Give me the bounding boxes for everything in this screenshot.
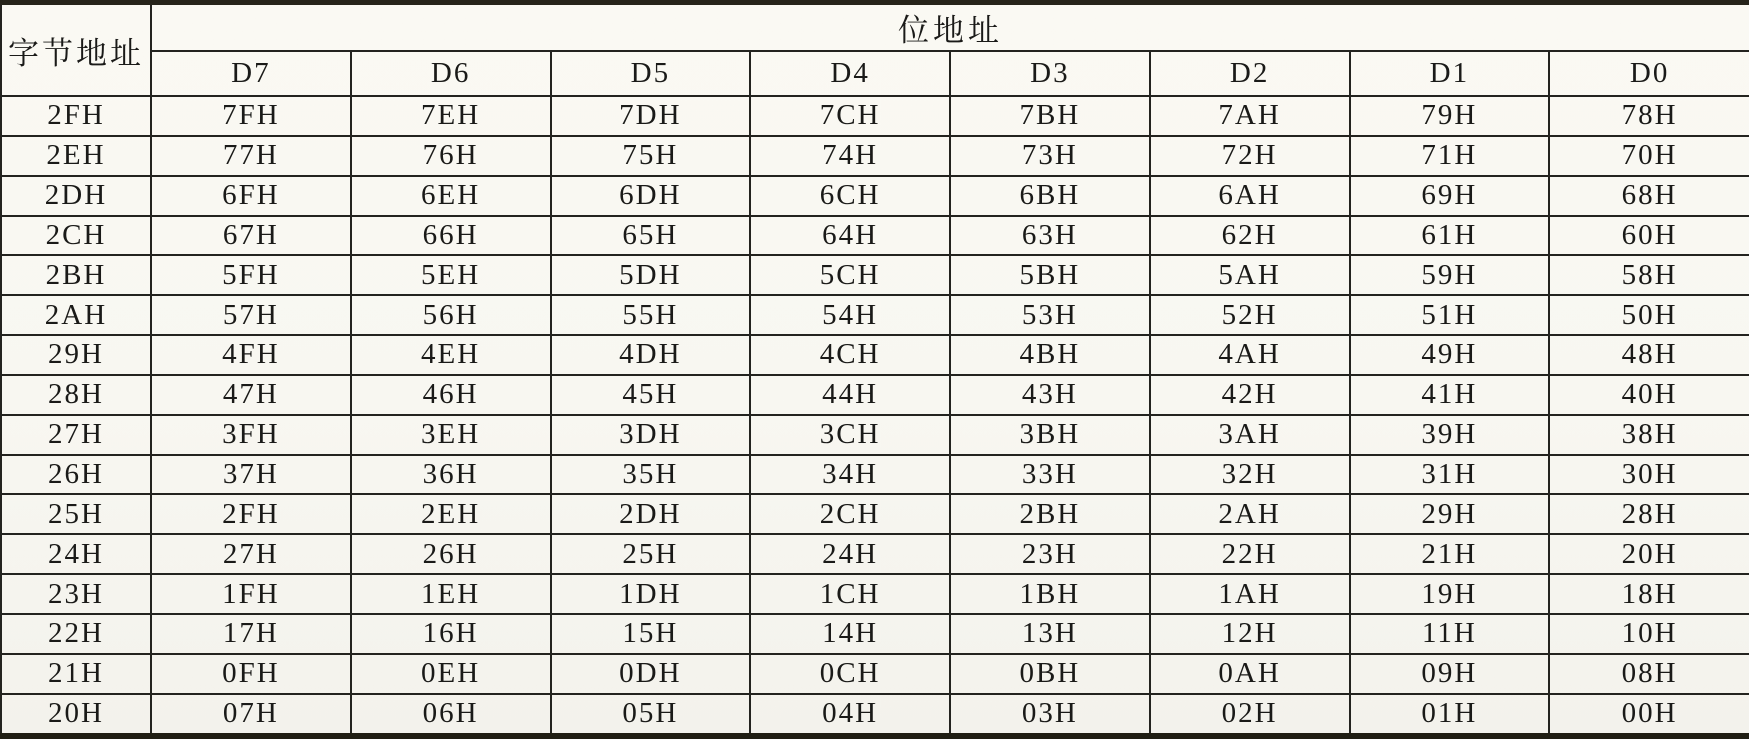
bit-address-group-header: 位地址: [151, 3, 1749, 52]
bit-address-cell: 77H: [151, 136, 351, 176]
bit-address-cell: 63H: [950, 216, 1150, 256]
byte-address-cell: 20H: [1, 694, 151, 736]
col-header-d0: D0: [1549, 51, 1749, 96]
table-row: [1, 694, 1749, 736]
bit-address-cell: 3DH: [551, 415, 751, 455]
bit-address-cell: 27H: [151, 534, 351, 574]
bit-address-cell: 15H: [551, 614, 751, 654]
byte-address-cell: 2DH: [1, 176, 151, 216]
bit-address-cell: 46H: [351, 375, 551, 415]
bit-address-cell: 12H: [1150, 614, 1350, 654]
byte-address-cell: 2FH: [1, 96, 151, 136]
bit-address-cell: 0FH: [151, 654, 351, 694]
bit-address-cell: 54H: [750, 295, 950, 335]
table-row: [1, 614, 1749, 654]
bit-address-cell: 56H: [351, 295, 551, 335]
bit-address-cell: 0AH: [1150, 654, 1350, 694]
bit-address-cell: 4EH: [351, 335, 551, 375]
bit-address-cell: 29H: [1350, 494, 1550, 534]
bit-address-cell: 04H: [750, 694, 950, 736]
bit-address-cell: 3AH: [1150, 415, 1350, 455]
bit-address-cell: 37H: [151, 455, 351, 495]
bit-address-cell: 78H: [1549, 96, 1749, 136]
bit-address-cell: 7FH: [151, 96, 351, 136]
bit-address-cell: 19H: [1350, 574, 1550, 614]
bit-address-cell: 4FH: [151, 335, 351, 375]
bit-address-cell: 14H: [750, 614, 950, 654]
bit-address-cell: 0DH: [551, 654, 751, 694]
byte-address-cell: 26H: [1, 455, 151, 495]
bit-address-cell: 5CH: [750, 255, 950, 295]
bit-address-cell: 20H: [1549, 534, 1749, 574]
bit-address-cell: 64H: [750, 216, 950, 256]
bit-address-cell: 58H: [1549, 255, 1749, 295]
byte-address-cell: 22H: [1, 614, 151, 654]
bit-address-cell: 4CH: [750, 335, 950, 375]
bit-address-cell: 59H: [1350, 255, 1550, 295]
bit-address-cell: 16H: [351, 614, 551, 654]
bit-address-cell: 3FH: [151, 415, 351, 455]
bit-address-cell: 1BH: [950, 574, 1150, 614]
col-header-d4: D4: [750, 51, 950, 96]
byte-address-header: 字节地址: [1, 3, 151, 97]
bit-address-cell: 57H: [151, 295, 351, 335]
bit-address-cell: 4AH: [1150, 335, 1350, 375]
bit-address-cell: 53H: [950, 295, 1150, 335]
byte-address-cell: 21H: [1, 654, 151, 694]
bit-address-cell: 49H: [1350, 335, 1550, 375]
bit-address-cell: 62H: [1150, 216, 1350, 256]
bit-address-cell: 4BH: [950, 335, 1150, 375]
bit-address-cell: 01H: [1350, 694, 1550, 736]
bit-address-cell: 07H: [151, 694, 351, 736]
table-row: [1, 534, 1749, 574]
bit-address-cell: 2FH: [151, 494, 351, 534]
bit-address-cell: 3CH: [750, 415, 950, 455]
bit-address-cell: 0EH: [351, 654, 551, 694]
table-row: [1, 415, 1749, 455]
table-row: [1, 335, 1749, 375]
col-header-d3: D3: [950, 51, 1150, 96]
bit-address-cell: 6CH: [750, 176, 950, 216]
bit-address-cell: 21H: [1350, 534, 1550, 574]
bit-address-cell: 26H: [351, 534, 551, 574]
bit-address-cell: 23H: [950, 534, 1150, 574]
bit-address-cell: 1FH: [151, 574, 351, 614]
col-header-d2: D2: [1150, 51, 1350, 96]
bit-address-cell: 61H: [1350, 216, 1550, 256]
bit-address-cell: 73H: [950, 136, 1150, 176]
bit-address-cell: 11H: [1350, 614, 1550, 654]
bit-address-cell: 18H: [1549, 574, 1749, 614]
bit-address-cell: 6FH: [151, 176, 351, 216]
byte-address-cell: 23H: [1, 574, 151, 614]
bit-address-cell: 7AH: [1150, 96, 1350, 136]
bit-address-cell: 50H: [1549, 295, 1749, 335]
bit-address-cell: 55H: [551, 295, 751, 335]
bit-address-cell: 7DH: [551, 96, 751, 136]
bit-address-cell: 5BH: [950, 255, 1150, 295]
byte-address-cell: 28H: [1, 375, 151, 415]
bit-address-cell: 68H: [1549, 176, 1749, 216]
bit-address-cell: 05H: [551, 694, 751, 736]
bit-address-cell: 0BH: [950, 654, 1150, 694]
bit-address-cell: 36H: [351, 455, 551, 495]
bit-address-cell: 28H: [1549, 494, 1749, 534]
bit-address-cell: 24H: [750, 534, 950, 574]
byte-address-cell: 2BH: [1, 255, 151, 295]
bit-address-cell: 33H: [950, 455, 1150, 495]
bit-address-cell: 1DH: [551, 574, 751, 614]
bit-address-cell: 13H: [950, 614, 1150, 654]
byte-address-cell: 29H: [1, 335, 151, 375]
byte-address-cell: 2EH: [1, 136, 151, 176]
bit-address-cell: 2CH: [750, 494, 950, 534]
bit-address-cell: 06H: [351, 694, 551, 736]
bit-address-cell: 09H: [1350, 654, 1550, 694]
bit-address-cell: 34H: [750, 455, 950, 495]
table-row: [1, 176, 1749, 216]
bit-address-cell: 75H: [551, 136, 751, 176]
bit-address-cell: 2AH: [1150, 494, 1350, 534]
bit-address-cell: 2BH: [950, 494, 1150, 534]
bit-address-cell: 40H: [1549, 375, 1749, 415]
bit-address-cell: 51H: [1350, 295, 1550, 335]
bit-address-cell: 7EH: [351, 96, 551, 136]
table-row: [1, 295, 1749, 335]
bit-address-cell: 67H: [151, 216, 351, 256]
bit-address-cell: 5AH: [1150, 255, 1350, 295]
bit-address-cell: 7CH: [750, 96, 950, 136]
bit-address-cell: 1CH: [750, 574, 950, 614]
table-row: [1, 654, 1749, 694]
bit-address-cell: 79H: [1350, 96, 1550, 136]
bit-address-cell: 45H: [551, 375, 751, 415]
bit-address-cell: 35H: [551, 455, 751, 495]
table-row: [1, 455, 1749, 495]
col-header-d1: D1: [1350, 51, 1550, 96]
col-header-d5: D5: [551, 51, 751, 96]
bit-address-cell: 47H: [151, 375, 351, 415]
bit-address-cell: 10H: [1549, 614, 1749, 654]
bit-address-cell: 4DH: [551, 335, 751, 375]
bit-address-cell: 1EH: [351, 574, 551, 614]
bit-address-cell: 31H: [1350, 455, 1550, 495]
bit-address-cell: 00H: [1549, 694, 1749, 736]
bit-address-cell: 60H: [1549, 216, 1749, 256]
table-row: [1, 574, 1749, 614]
bit-address-cell: 30H: [1549, 455, 1749, 495]
bit-address-cell: 3BH: [950, 415, 1150, 455]
table-row: [1, 216, 1749, 256]
bit-address-cell: 0CH: [750, 654, 950, 694]
bit-address-cell: 3EH: [351, 415, 551, 455]
bit-address-cell: 25H: [551, 534, 751, 574]
bit-address-cell: 1AH: [1150, 574, 1350, 614]
byte-address-cell: 24H: [1, 534, 151, 574]
bit-address-cell: 39H: [1350, 415, 1550, 455]
bit-columns-row: [1, 51, 1749, 96]
bit-address-cell: 02H: [1150, 694, 1350, 736]
group-header-row: [1, 3, 1749, 52]
byte-address-cell: 2CH: [1, 216, 151, 256]
bit-address-cell: 65H: [551, 216, 751, 256]
bit-address-cell: 32H: [1150, 455, 1350, 495]
bit-address-cell: 48H: [1549, 335, 1749, 375]
byte-address-cell: 27H: [1, 415, 151, 455]
bit-address-cell: 2EH: [351, 494, 551, 534]
bit-address-cell: 6BH: [950, 176, 1150, 216]
bit-address-cell: 6AH: [1150, 176, 1350, 216]
table-header: [1, 3, 1749, 97]
bit-address-cell: 6DH: [551, 176, 751, 216]
bit-address-cell: 76H: [351, 136, 551, 176]
bit-address-cell: 41H: [1350, 375, 1550, 415]
bit-address-cell: 5DH: [551, 255, 751, 295]
col-header-d6: D6: [351, 51, 551, 96]
bit-address-cell: 43H: [950, 375, 1150, 415]
bit-address-cell: 7BH: [950, 96, 1150, 136]
byte-address-cell: 25H: [1, 494, 151, 534]
bit-address-cell: 38H: [1549, 415, 1749, 455]
bit-address-cell: 03H: [950, 694, 1150, 736]
bit-address-cell: 08H: [1549, 654, 1749, 694]
col-header-d7: D7: [151, 51, 351, 96]
table-row: [1, 136, 1749, 176]
byte-address-cell: 2AH: [1, 295, 151, 335]
bit-address-cell: 72H: [1150, 136, 1350, 176]
bit-address-cell: 69H: [1350, 176, 1550, 216]
table-row: [1, 494, 1749, 534]
table-row: [1, 96, 1749, 136]
bit-address-cell: 22H: [1150, 534, 1350, 574]
bit-address-cell: 74H: [750, 136, 950, 176]
bit-address-cell: 5EH: [351, 255, 551, 295]
table-body: [1, 96, 1749, 736]
bit-address-cell: 2DH: [551, 494, 751, 534]
table-row: [1, 375, 1749, 415]
bit-address-cell: 52H: [1150, 295, 1350, 335]
bit-address-cell: 6EH: [351, 176, 551, 216]
bit-address-cell: 44H: [750, 375, 950, 415]
bit-address-cell: 5FH: [151, 255, 351, 295]
bit-address-cell: 66H: [351, 216, 551, 256]
bit-address-cell: 71H: [1350, 136, 1550, 176]
bit-address-cell: 70H: [1549, 136, 1749, 176]
bit-address-cell: 17H: [151, 614, 351, 654]
table-row: [1, 255, 1749, 295]
bit-address-cell: 42H: [1150, 375, 1350, 415]
